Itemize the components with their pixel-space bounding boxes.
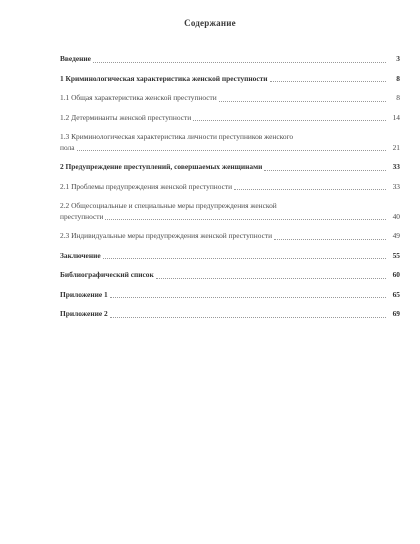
toc-page-number: 8 [396, 73, 400, 83]
toc-page-number: 60 [392, 270, 400, 279]
dot-leader [110, 297, 386, 298]
toc-entry-text-line1: 2.2 Общесоциальные и специальные меры предупреждения женской [60, 201, 277, 210]
dot-leader [270, 81, 386, 82]
toc-entry-text: 1.1 Общая характеристика женской преступности [60, 93, 217, 102]
toc-entry-section-2-2[interactable] [60, 201, 400, 222]
toc-entry-section-1-3[interactable] [60, 132, 400, 153]
toc-entry-chapter-1[interactable] [60, 74, 400, 85]
toc-entry-text: 2.1 Проблемы предупреждения женской преступности [60, 181, 233, 191]
dot-leader [234, 189, 386, 190]
toc-entry-text: Приложение 2 [60, 309, 108, 318]
toc-page-number: 33 [392, 181, 400, 191]
toc-entry-text: 1.2 Детерминанты женской преступности [60, 112, 192, 122]
toc-entry-text-line1: 1.3 Криминологическая характеристика личности преступников женского [60, 132, 294, 141]
page-title: Содержание [184, 18, 236, 28]
dot-leader [274, 239, 386, 240]
toc-entry-bibliography[interactable] [60, 270, 400, 281]
toc-page-number: 55 [392, 250, 400, 260]
toc-entry-text: 2 Предупреждение преступлений, совершаемых женщинами [60, 162, 263, 171]
toc-entry-text: 1 Криминологическая характеристика женской преступности [60, 73, 268, 83]
toc-page-number: 8 [396, 93, 400, 102]
toc-entry-text: Приложение 1 [60, 289, 108, 299]
dot-leader [77, 150, 386, 151]
toc-page-number: 3 [396, 54, 400, 63]
toc-entry-text: Библиографический список [60, 270, 154, 279]
toc-entry-section-2-3[interactable] [60, 231, 400, 242]
toc-entry-section-2-1[interactable] [60, 182, 400, 193]
toc-entry-chapter-2[interactable] [60, 162, 400, 173]
toc-entry-introduction[interactable] [60, 54, 400, 65]
dot-leader [93, 62, 386, 63]
toc-entry-appendix-1[interactable] [60, 290, 400, 301]
dot-leader [219, 101, 386, 102]
table-of-contents [60, 54, 400, 320]
toc-entry-text: Заключение [60, 250, 101, 260]
dot-leader [110, 317, 386, 318]
dot-leader [156, 278, 386, 279]
toc-page-number: 21 [392, 142, 400, 152]
toc-entry-text-line2: преступности [60, 211, 104, 221]
toc-entry-appendix-2[interactable] [60, 309, 400, 320]
dot-leader [105, 219, 386, 220]
toc-entry-text-line2: пола [60, 142, 75, 152]
toc-entry-conclusion[interactable] [60, 251, 400, 262]
toc-entry-section-1-1[interactable] [60, 93, 400, 104]
toc-page-number: 14 [392, 112, 400, 122]
dot-leader [103, 258, 386, 259]
toc-page-number: 40 [392, 211, 400, 221]
toc-entry-text: Введение [60, 54, 91, 63]
toc-page-number: 33 [392, 162, 400, 171]
toc-page-number: 69 [392, 309, 400, 318]
dot-leader [264, 170, 386, 171]
dot-leader [193, 120, 386, 121]
toc-page-number: 49 [392, 231, 400, 240]
toc-page-number: 65 [392, 289, 400, 299]
toc-entry-section-1-2[interactable] [60, 113, 400, 124]
toc-entry-text: 2.3 Индивидуальные меры предупреждения женской преступности [60, 231, 273, 240]
